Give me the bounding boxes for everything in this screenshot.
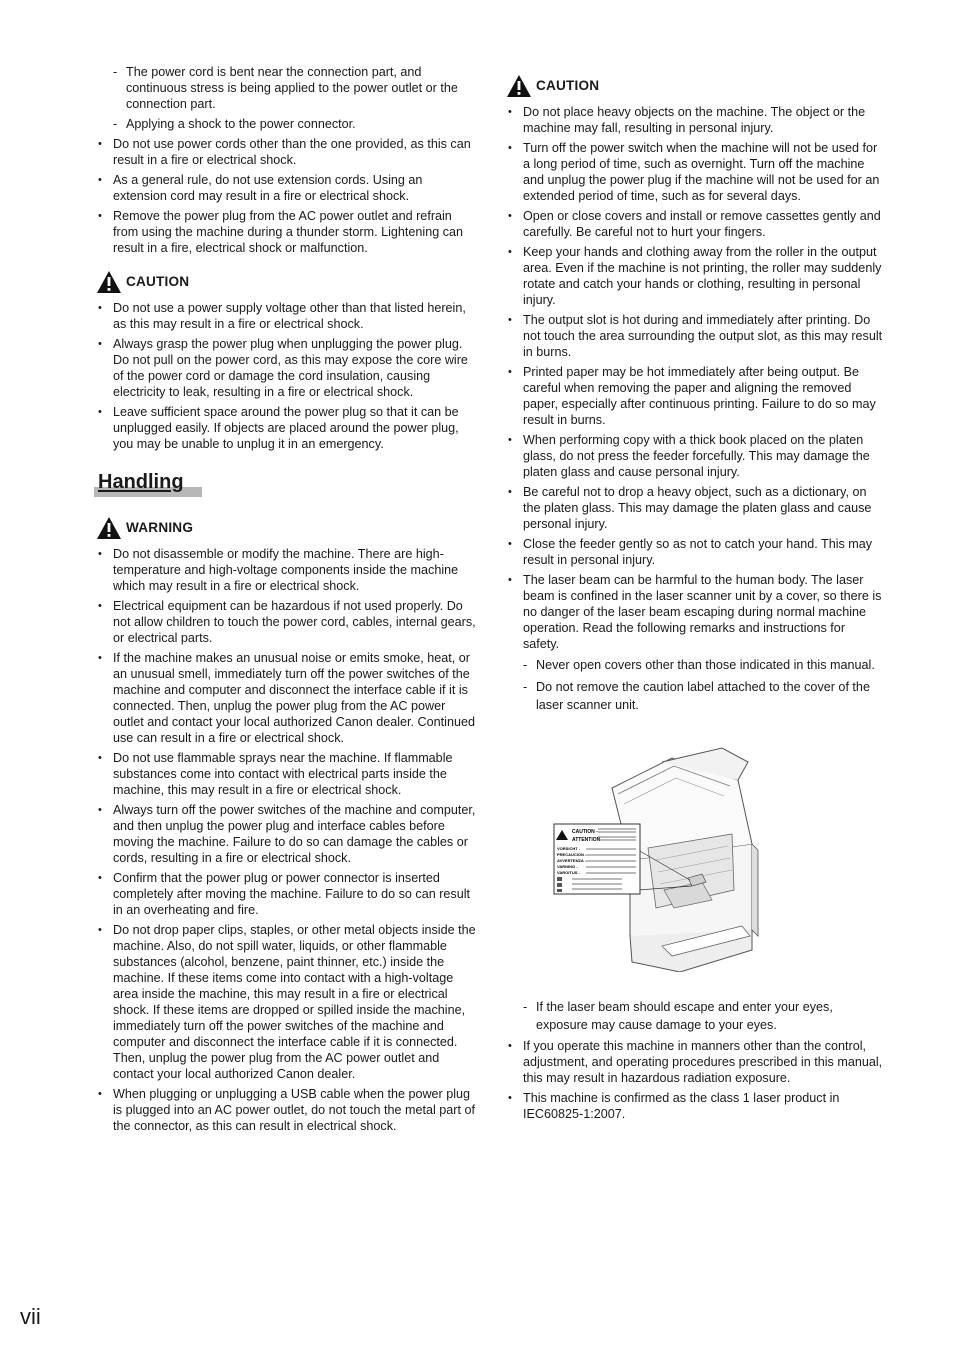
- section-title-handling: [96, 471, 476, 500]
- caution-bullet-list: [506, 104, 884, 652]
- warning-bullet-list: [96, 546, 476, 1134]
- list-item: • When plugging or unplugging a USB cable when the power plug is plugged into an AC power outlet, do not touch the metal part of the connector, as this can result in electrical shock.: [96, 1086, 476, 1134]
- list-item: • As a general rule, do not use extension cords. Using an extension cord may result in a fire or electrical shock.: [96, 172, 476, 204]
- list-item: • Printed paper may be hot immediately after being output. Be careful when removing the paper and aligning the removed paper, especially after continuous printing. Failure to do so may result in burns.: [506, 364, 884, 428]
- warning-triangle-icon: [96, 516, 122, 540]
- list-item: • Keep your hands and clothing away from the roller in the output area. Even if the machine is not printing, the roller may suddenly rotate and catch your hands or clothing, resulting in personal injury.: [506, 244, 884, 308]
- list-item: - Do not remove the caution label attached to the cover of the laser scanner unit.: [506, 678, 884, 714]
- list-item: • Confirm that the power plug or power connector is inserted completely after moving the machine. Failure to do so can result in an overheating and fire.: [96, 870, 476, 918]
- list-item: • The output slot is hot during and immediately after printing. Do not touch the area surrounding the output slot, as this may result in burns.: [506, 312, 884, 360]
- figure-label-line: CAUTION -: [572, 829, 598, 835]
- list-item: • Do not use flammable sprays near the machine. If flammable substances come into contact with electrical parts inside the machine, this may result in a fire or electrical shock.: [96, 750, 476, 798]
- page-number: vii: [20, 1304, 41, 1329]
- list-item: • Always grasp the power plug when unplugging the power plug. Do not pull on the power cord, as this may expose the core wire of the power cord or damage the cord insulation, causing electricity to leak, resulting in a fire or electrical shock.: [96, 336, 476, 400]
- list-item: • Do not disassemble or modify the machine. There are high-temperature and high-voltage components inside the machine which may result in a fire or electrical shock.: [96, 546, 476, 594]
- figure-label-line: VORSICHT -: [557, 846, 581, 851]
- figure-label-line: VARNING -: [557, 864, 578, 869]
- list-item: - If the laser beam should escape and enter your eyes, exposure may cause damage to your eyes.: [506, 998, 884, 1034]
- warning-label: WARNING: [126, 520, 194, 535]
- list-item: - Applying a shock to the power connector.: [96, 116, 476, 132]
- list-item: • Be careful not to drop a heavy object, such as a dictionary, on the platen glass. This may damage the platen glass and cause personal injury.: [506, 484, 884, 532]
- warning-triangle-icon: [506, 74, 532, 98]
- list-item: • If you operate this machine in manners other than the control, adjustment, and operating procedures prescribed in this manual, this may result in hazardous radiation exposure.: [506, 1038, 884, 1086]
- right-column: [506, 74, 884, 1126]
- printer-illustration: [552, 740, 762, 972]
- intro-dash-list: [96, 64, 476, 132]
- caution-heading: [506, 74, 884, 98]
- list-item: • The laser beam can be harmful to the human body. The laser beam is confined in the laser scanner unit by a cover, so there is no danger of the laser beam escaping during normal machine operation. Read the following remarks and instructions for safety.: [506, 572, 884, 652]
- caution-heading: [96, 270, 476, 294]
- list-item: • Do not use power cords other than the one provided, as this can result in a fire or electrical shock.: [96, 136, 476, 168]
- caution-bullet-list: [96, 300, 476, 452]
- list-item: • Do not place heavy objects on the machine. The object or the machine may fall, resulting in personal injury.: [506, 104, 884, 136]
- list-item: • Always turn off the power switches of the machine and computer, and then unplug the power plug and interface cables before moving the machine. Failure to do so can damage the cables or cords, resulting in a fire or electrical shock.: [96, 802, 476, 866]
- list-item: - The power cord is bent near the connection part, and continuous stress is being applied to the power outlet or the connection part.: [96, 64, 476, 112]
- list-item: • Remove the power plug from the AC power outlet and refrain from using the machine during a thunder storm. Lightening can result in a fire, electrical shock or malfunction.: [96, 208, 476, 256]
- list-item: • This machine is confirmed as the class 1 laser product in IEC60825-1:2007.: [506, 1090, 884, 1122]
- intro-bullet-list: [96, 136, 476, 256]
- list-item: • When performing copy with a thick book placed on the platen glass, do not press the feeder forcefully. This may damage the platen glass and cause personal injury.: [506, 432, 884, 480]
- figure-label-line: ATTENTION -: [572, 837, 604, 843]
- list-item: • Turn off the power switch when the machine will not be used for a long period of time, such as overnight. Turn off the machine and unplug the power plug if the machine will not be used for an extended period of time, such as for several days.: [506, 140, 884, 204]
- caution-label: CAUTION: [536, 78, 600, 93]
- figure-label-line: VAROITUS -: [557, 870, 580, 875]
- warning-triangle-icon: [96, 270, 122, 294]
- figure-label-line: PRECAUCION -: [557, 852, 587, 857]
- list-item: - Never open covers other than those indicated in this manual.: [506, 656, 884, 674]
- after-dash-list: [506, 998, 884, 1034]
- printer-laser-label-illustration: [552, 740, 762, 972]
- section-title-text: Handling: [98, 471, 184, 493]
- laser-dash-list: [506, 656, 884, 714]
- list-item: • Leave sufficient space around the power plug so that it can be unplugged easily. If objects are placed around the power plug, you may be unable to unplug it in an emergency.: [96, 404, 476, 452]
- left-column: [96, 64, 476, 1138]
- list-item: • Do not drop paper clips, staples, or other metal objects inside the machine. Also, do not spill water, liquids, or other flammable substances (alcohol, benzene, paint thinner, etc.) inside the machine. If these items come into contact with a high-voltage area inside the machine, this may result in a fire or electrical shock. If these items are dropped or spilled inside the machine, immediately turn off the power switches of the machine and computer and disconnect the interface cable if it is connected. Then, unplug the power plug from the AC power outlet and contact your local authorized Canon dealer.: [96, 922, 476, 1082]
- after-bullet-list: [506, 1038, 884, 1122]
- list-item: • If the machine makes an unusual noise or emits smoke, heat, or an unusual smell, immediately turn off the power switches of the machine and computer and disconnect the interface cable if it is connected. Then, unplug the power plug from the AC power outlet and contact your local authorized Canon dealer. Continued use can result in a fire or electrical shock.: [96, 650, 476, 746]
- list-item: • Electrical equipment can be hazardous if not used properly. Do not allow children to touch the power cord, cables, internal gears, or electrical parts.: [96, 598, 476, 646]
- caution-label: CAUTION: [126, 274, 190, 289]
- warning-heading: [96, 516, 476, 540]
- figure-label-line: AVVERTENZA -: [557, 858, 587, 863]
- list-item: • Open or close covers and install or remove cassettes gently and carefully. Be careful not to hurt your fingers.: [506, 208, 884, 240]
- list-item: • Close the feeder gently so as not to catch your hand. This may result in personal injury.: [506, 536, 884, 568]
- list-item: • Do not use a power supply voltage other than that listed herein, as this may result in a fire or electrical shock.: [96, 300, 476, 332]
